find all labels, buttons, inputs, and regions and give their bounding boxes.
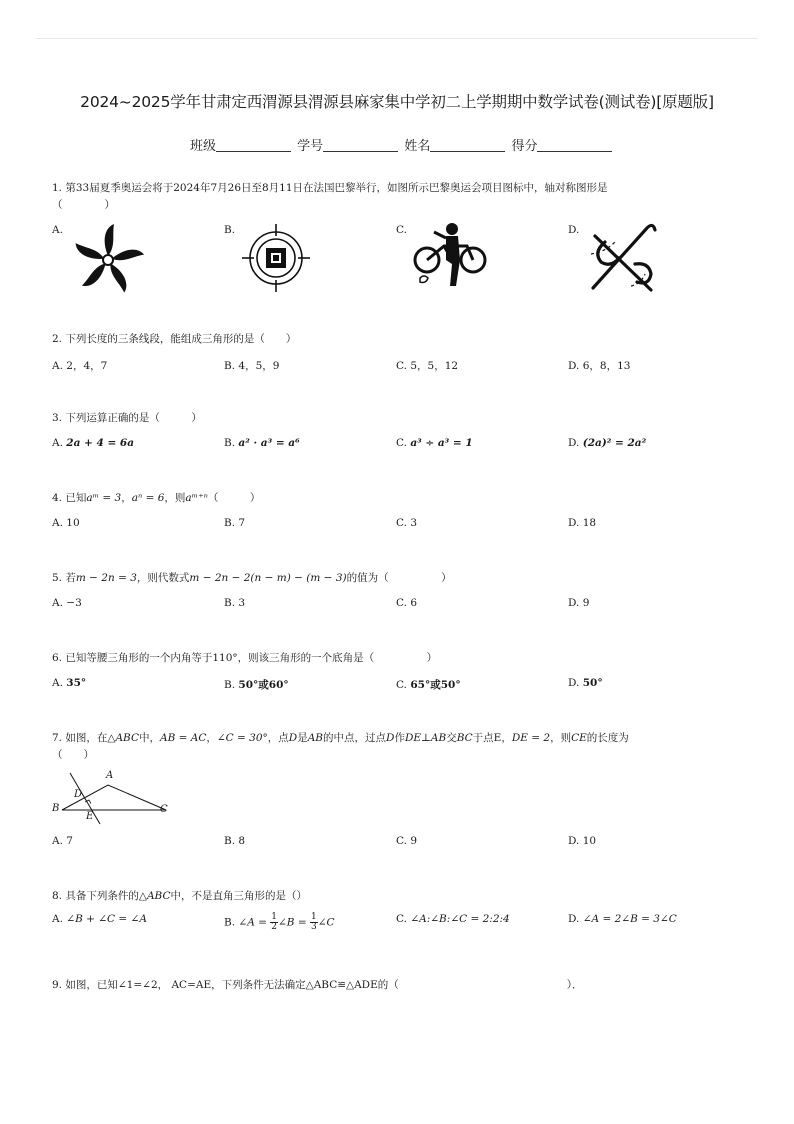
question-8-options — [52, 913, 752, 937]
option-d-math: (2a)² = 2a² — [582, 437, 647, 449]
answer-paren: （ ） — [52, 749, 94, 761]
stem-math: 110° — [212, 652, 238, 664]
class-label: 班级 — [190, 139, 217, 154]
stem-text: ，则代数式 — [136, 572, 190, 584]
stem-text: 已知等腰三角形的一个内角等于 — [65, 652, 213, 664]
option-d: D. 6，8，13 — [568, 360, 631, 372]
stem-math: DE = 2 — [511, 732, 551, 744]
option-c: C. ∠A:∠B:∠C = 2:2:4 — [396, 913, 510, 925]
question-number: 6. — [52, 652, 63, 664]
name-blank — [430, 139, 505, 152]
option-b: B. a² · a³ = a⁶ — [224, 437, 300, 449]
stem-math: DE⊥AB — [404, 732, 447, 744]
question-number: 7. — [52, 732, 63, 744]
option-c-math: a³ ÷ a³ = 1 — [410, 437, 473, 449]
question-3 — [52, 410, 754, 427]
stem-math: aⁿ = 6 — [131, 492, 165, 504]
stem-math: AB = AC — [159, 732, 207, 744]
stem-text: 是 — [297, 732, 308, 744]
question-number: 8. — [52, 890, 63, 902]
question-1 — [52, 180, 754, 214]
question-stem: 下列长度的三条线段，能组成三角形的是（ ） — [65, 333, 297, 345]
pinwheel-icon — [68, 222, 148, 298]
option-c: C. 65°或50° — [396, 679, 461, 691]
question-7 — [52, 730, 754, 764]
question-stem: 下列运算正确的是（ ） — [65, 412, 202, 424]
option-d: D. 9 — [568, 597, 590, 609]
option-a: A. 2a + 4 = 6a — [52, 437, 135, 449]
stem-text: 的长度为 — [586, 732, 629, 744]
question-9 — [52, 977, 754, 994]
stem-math: aᵐ⁺ⁿ — [185, 492, 208, 504]
question-number: 1. — [52, 182, 63, 194]
stem-text: 中，不是直角三角形的是（） — [170, 890, 307, 902]
option-a-math: 2a + 4 = 6a — [66, 437, 135, 449]
stem-math: BC — [456, 732, 473, 744]
question-number: 4. — [52, 492, 63, 504]
student-info-line — [190, 135, 614, 154]
option-b-math: a² · a³ = a⁶ — [238, 437, 300, 449]
stem-text: ， — [206, 732, 217, 744]
stem-math: CE — [571, 732, 587, 744]
score-blank — [537, 139, 612, 152]
fraction-one-third: $\frac{1}{3}$ — [311, 912, 317, 932]
stem-text: ，则该三角形的一个底角是（ ） — [237, 652, 438, 664]
question-2 — [52, 331, 754, 348]
stem-math: AB — [307, 732, 324, 744]
score-label: 得分 — [511, 139, 538, 154]
option-a-letter: A. — [52, 224, 63, 236]
name-label: 姓名 — [404, 139, 431, 154]
option-c: C. 9 — [396, 835, 418, 847]
stem-math: △ABC — [138, 890, 171, 902]
option-b: B. 50°或60° — [224, 679, 289, 691]
option-d: D. 18 — [568, 517, 597, 529]
label-b: B — [52, 803, 60, 814]
option-a: A. ∠B + ∠C = ∠A — [52, 913, 147, 925]
target-icon — [240, 222, 312, 294]
top-divider — [36, 38, 758, 39]
option-c: C. a³ ÷ a³ = 1 — [396, 437, 473, 449]
question-5-options — [52, 597, 752, 613]
option-d: D. 50° — [568, 677, 603, 689]
stem-text: ，点 — [267, 732, 289, 744]
stem-text: 具备下列条件的 — [65, 890, 139, 902]
question-number: 2. — [52, 333, 63, 345]
question-number: 5. — [52, 572, 63, 584]
cyclist-icon — [412, 220, 490, 294]
question-2-options — [52, 358, 752, 374]
stem-text: 已知 — [65, 492, 87, 504]
question-4-options — [52, 517, 752, 533]
stem-math: m − 2n − 2(n − m) − (m − 3) — [189, 572, 347, 584]
stem-text: ，则 — [550, 732, 572, 744]
option-d: D. (2a)² = 2a² — [568, 437, 647, 449]
option-c: C. 3 — [396, 517, 418, 529]
stem-text: 若 — [65, 572, 76, 584]
question-number: 3. — [52, 412, 63, 424]
option-a: A. −3 — [52, 597, 82, 609]
option-b-letter: B. — [224, 224, 236, 236]
stem-text: 中， — [138, 732, 160, 744]
option-c: C. 5，5，12 — [396, 360, 459, 372]
option-b: B. ∠A = $\frac{1}{2}$ ∠B = $\frac{1}{3}$ ∠C — [224, 912, 335, 932]
crossed-sticks-icon — [585, 220, 663, 296]
label-c: C — [160, 804, 168, 815]
question-4 — [52, 490, 754, 507]
option-b: B. 7 — [224, 517, 246, 529]
stem-text: 的中点，过点 — [323, 732, 387, 744]
stem-math: aᵐ = 3 — [86, 492, 122, 504]
option-b: B. 4，5，9 — [224, 360, 280, 372]
stem-text: 如图，在 — [65, 732, 108, 744]
option-d: D. 10 — [568, 835, 597, 847]
question-3-options — [52, 437, 752, 453]
answer-paren: （ ） — [207, 492, 261, 504]
option-c: C. 6 — [396, 597, 418, 609]
id-blank — [323, 139, 398, 152]
stem-math: m − 2n = 3 — [75, 572, 137, 584]
question-5 — [52, 570, 754, 587]
question-stem: 第33届夏季奥运会将于2024年7月26日至8月11日在法国巴黎举行，如图所示巴黎奥运会项目图标中，轴对称图形是 — [65, 182, 608, 194]
id-label: 学号 — [297, 139, 324, 154]
option-c-letter: C. — [396, 224, 407, 236]
option-a: A. 7 — [52, 835, 73, 847]
stem-math: D — [288, 732, 298, 744]
fraction-one-half: $\frac{1}{2}$ — [271, 912, 277, 932]
option-a: A. 10 — [52, 517, 80, 529]
label-d: D — [74, 789, 83, 800]
page-title: 2024~2025学年甘肃定西渭源县渭源县麻家集中学初二上学期期中数学试卷(测试卷)[原题版] — [80, 93, 714, 111]
stem-text: ，则 — [164, 492, 186, 504]
stem-math: ∠C = 30° — [216, 732, 268, 744]
stem-text: 交 — [446, 732, 457, 744]
option-d: D. ∠A = 2∠B = 3∠C — [568, 913, 677, 925]
option-a: A. 35° — [52, 677, 87, 689]
question-6-options — [52, 677, 752, 693]
stem-text: 作 — [394, 732, 405, 744]
question-6 — [52, 650, 754, 667]
stem-math: △ABC — [107, 732, 139, 744]
stem-math: D — [386, 732, 395, 744]
answer-paren: （ ） — [52, 199, 115, 211]
question-7-options — [52, 835, 752, 851]
option-b: B. 8 — [224, 835, 246, 847]
class-blank — [216, 139, 291, 152]
label-e: E — [86, 811, 94, 822]
question-stem: 如图，已知∠1=∠2， AC=AE，下列条件无法确定△ABC≌△ADE的（ ）． — [65, 979, 583, 991]
question-number: 9. — [52, 979, 63, 991]
stem-text: ， — [121, 492, 132, 504]
option-a: A. 2，4，7 — [52, 360, 108, 372]
question-8 — [52, 888, 754, 905]
option-d-letter: D. — [568, 224, 580, 236]
label-a: A — [106, 770, 114, 781]
option-b: B. 3 — [224, 597, 246, 609]
stem-text: 于点E， — [472, 732, 512, 744]
stem-text: 的值为（ ） — [346, 572, 452, 584]
